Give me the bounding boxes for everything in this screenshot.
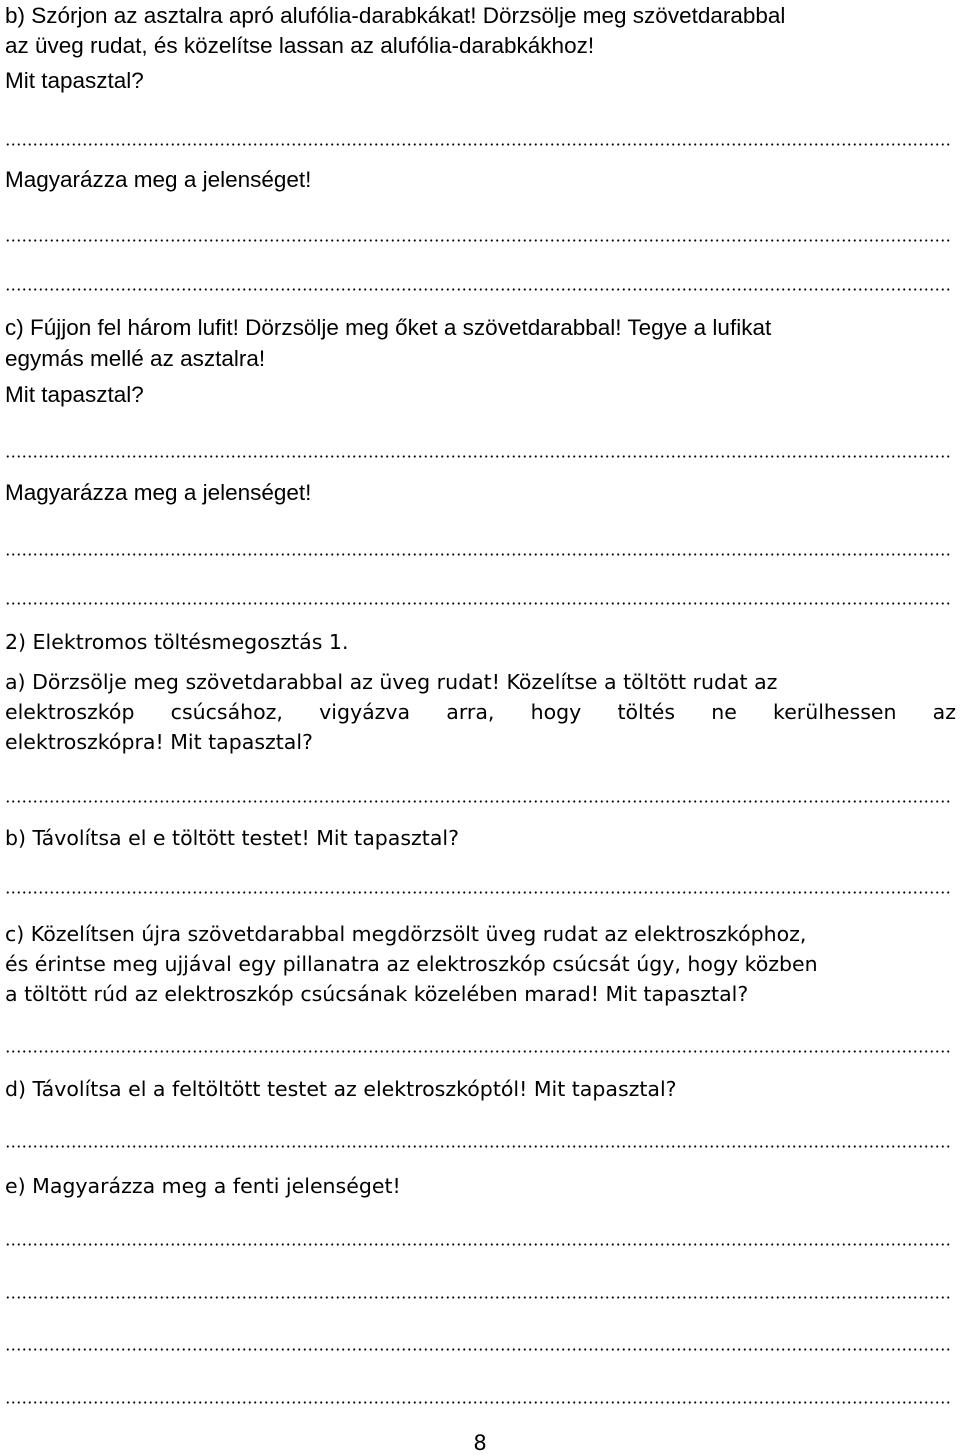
task-b-explain: Magyarázza meg a jelenséget! xyxy=(5,167,312,192)
task-b-question: Mit tapasztal? xyxy=(5,68,144,93)
task-2c-line2: és érintse meg ujjával egy pillanatra az elektroszkóp csúcsát úgy, hogy közben xyxy=(5,952,818,976)
answer-dotted-line xyxy=(5,891,951,894)
task-2c-line1: c) Közelítsen újra szövetdarabbal megdörzsölt üveg rudat az elektroszkóphoz, xyxy=(5,922,807,946)
answer-dotted-line xyxy=(5,1401,951,1404)
task-2c-line3: a töltött rúd az elektroszkóp csúcsának közelében marad! Mit tapasztal? xyxy=(5,982,749,1006)
answer-dotted-line xyxy=(5,239,951,242)
task-2d-line1: d) Távolítsa el a feltöltött testet az elektroszkóptól! Mit tapasztal? xyxy=(5,1077,677,1101)
answer-dotted-line xyxy=(5,1145,951,1148)
task-2a-line3: elektroszkópra! Mit tapasztal? xyxy=(5,730,313,754)
answer-dotted-line xyxy=(5,1296,951,1299)
answer-dotted-line xyxy=(5,602,951,605)
task-b-instruction-line1: b) Szórjon az asztalra apró alufólia-darabkákat! Dörzsölje meg szövetdarabbal xyxy=(5,3,786,28)
answer-dotted-line xyxy=(5,1243,951,1246)
task-b-instruction-line2: az üveg rudat, és közelítse lassan az alufólia-darabkákhoz! xyxy=(5,33,595,58)
answer-dotted-line xyxy=(5,553,951,556)
task-2a-line2: elektroszkóp csúcsához, vigyázva arra, hogy töltés ne kerülhessen az xyxy=(5,700,956,724)
task-c-explain: Magyarázza meg a jelenséget! xyxy=(5,480,312,505)
task-c-instruction-line2: egymás mellé az asztalra! xyxy=(5,346,266,371)
answer-dotted-line xyxy=(5,1050,951,1053)
answer-dotted-line xyxy=(5,455,951,458)
answer-dotted-line xyxy=(5,800,951,803)
task-c-question: Mit tapasztal? xyxy=(5,382,144,407)
task-2a-line1: a) Dörzsölje meg szövetdarabbal az üveg rudat! Közelítse a töltött rudat az xyxy=(5,670,778,694)
task-2b-line1: b) Távolítsa el e töltött testet! Mit tapasztal? xyxy=(5,826,459,850)
answer-dotted-line xyxy=(5,288,951,291)
section-2-title: 2) Elektromos töltésmegosztás 1. xyxy=(5,630,349,654)
page-number: 8 xyxy=(473,1431,487,1455)
task-2e-line1: e) Magyarázza meg a fenti jelenséget! xyxy=(5,1174,401,1198)
answer-dotted-line xyxy=(5,143,951,146)
task-c-instruction-line1: c) Fújjon fel három lufit! Dörzsölje meg őket a szövetdarabbal! Tegye a lufikat xyxy=(5,315,772,340)
answer-dotted-line xyxy=(5,1348,951,1351)
